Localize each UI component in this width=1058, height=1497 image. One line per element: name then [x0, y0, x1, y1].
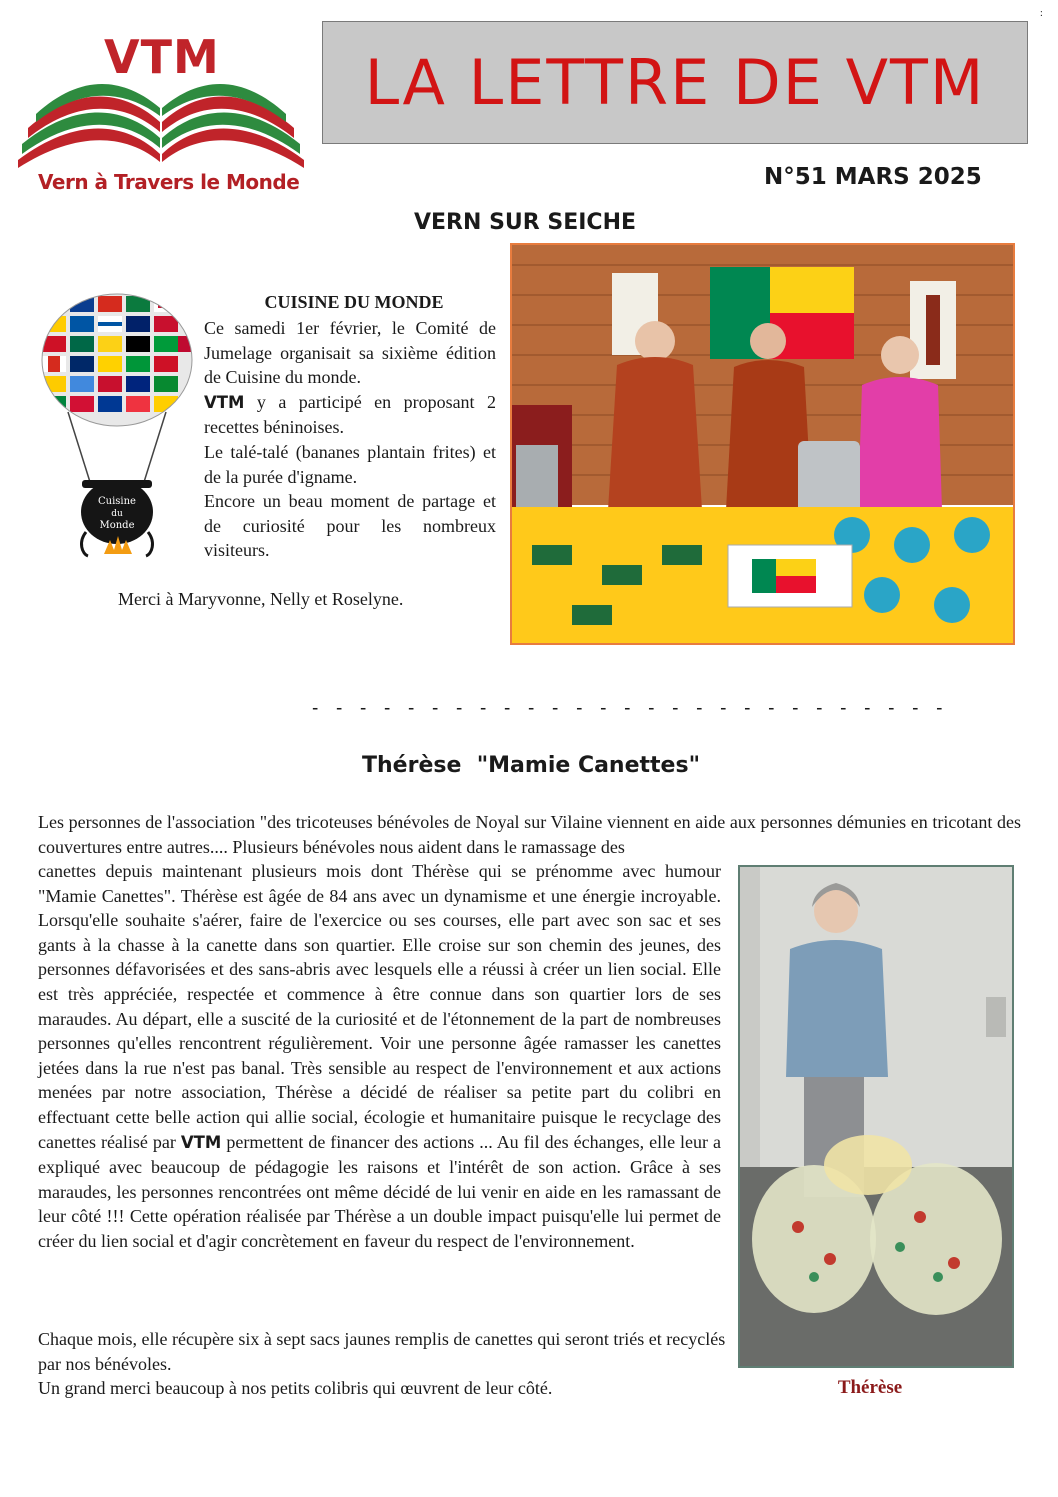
- cuisine-stand-photo: [510, 243, 1015, 645]
- section-separator: - - - - - - - - - - - - - - - - - - - - - - - - - - -: [312, 698, 949, 719]
- article-title: Thérèse "Mamie Canettes": [362, 753, 701, 778]
- article-paragraph: [38, 859, 721, 1254]
- therese-photo: [738, 865, 1014, 1368]
- svg-text:Monde: Monde: [99, 520, 135, 531]
- section-location: VERN SUR SEICHE: [414, 210, 637, 235]
- article-closing: [38, 1327, 738, 1401]
- vtm-inline: VTM: [180, 1132, 222, 1152]
- world-cuisine-balloon-icon: [38, 292, 196, 564]
- logo-tagline: Vern à Travers le Monde: [38, 170, 300, 194]
- corner-mark: :: [1040, 8, 1043, 19]
- closing-paragraph: Chaque mois, elle récupère six à sept sacs jaunes remplis de canettes qui seront triés et recyclés par nos bénévoles.: [38, 1329, 726, 1374]
- svg-text:Cuisine: Cuisine: [98, 496, 136, 507]
- cuisine-paragraph: Encore un beau moment de partage et de curiosité pour les nombreux visiteurs.: [204, 491, 496, 561]
- article-text-part2: permettent de financer des actions ... Au fil des échanges, elle leur a expliqué avec beaucoup de pédagogie les raisons et l'intérêt de son action. Grâce à ses maraudes, les personnes rencontrées ont même décidé de lui venir en aide en les ramassant de leur côté !!! Cette opération réalisée par Thérèse a un double impact puisqu'elle lui permet de créer du lien social et d'agir concrètement en faveur du respect de l'environnement.: [38, 1131, 722, 1251]
- cuisine-paragraph: [204, 390, 496, 440]
- section-heading: CUISINE DU MONDE: [264, 292, 444, 312]
- photo-caption: Thérèse: [837, 1377, 903, 1398]
- closing-paragraph: Un grand merci beaucoup à nos petits colibris qui œuvrent de leur côté.: [38, 1378, 553, 1399]
- logo-acronym: VTM: [104, 30, 220, 84]
- newsletter-title: LA LETTRE DE VTM: [364, 46, 986, 119]
- article-text-part1: canettes depuis maintenant plusieurs mois dont Thérèse qui se prénomme avec humour "Mamie Canettes". Thérèse est âgée de 84 ans avec un dynamisme et une énergie incroyable. Lorsqu'elle souhaite s'aérer, faire de l'exercice ou ses courses, elle part avec son sac et ses gants à la chasse à la canette dans son quartier. Elle croise sur son chemin des jeunes, des personnes défavorisées et des sans-abris avec lesquels elle a réussi à créer un lien social. Elle est très appréciée, respectée et commence à être connue dans son quartier lors de ses maraudes. Au départ, elle a suscité de la curiosité et de l'étonnement de la part de nombreuses personnes qu'elles rencontrent régulièrement. Voir une personne âgée ramasser les canettes jetées dans la rue n'est pas banal. Très sensible au respect de l'environnement et aux actions menées par notre association, Thérèse a décidé de réaliser sa petite part du colibri en effectuant cette belle action qui allie social, écologie et humanitaire puisque le recyclage des canettes réalisé par: [38, 861, 721, 1152]
- open-book-icon: [18, 84, 304, 168]
- article-body: [38, 859, 721, 1254]
- thanks-line: Merci à Maryvonne, Nelly et Roselyne.: [118, 589, 404, 609]
- issue-number: N°51 MARS 2025: [764, 164, 982, 190]
- svg-text:du: du: [111, 509, 123, 519]
- vtm-inline: VTM: [204, 392, 245, 412]
- cuisine-paragraph: Ce samedi 1er février, le Comité de Jumelage organisait sa sixième édition de Cuisine du monde.: [204, 318, 496, 388]
- cuisine-paragraph: Le talé-talé (bananes plantain frites) et de la purée d'igname.: [204, 441, 496, 487]
- cuisine-text: [204, 316, 496, 563]
- article-intro: Les personnes de l'association "des tricoteuses bénévoles de Noyal sur Vilaine viennent en aide aux personnes démunies en tricotant des couvertures entre autres.... Plusieurs bénévoles nous aident dans le ramassage des: [38, 812, 1021, 857]
- cuisine-paragraph-text: y a participé en proposant 2 recettes béninoises.: [204, 391, 496, 438]
